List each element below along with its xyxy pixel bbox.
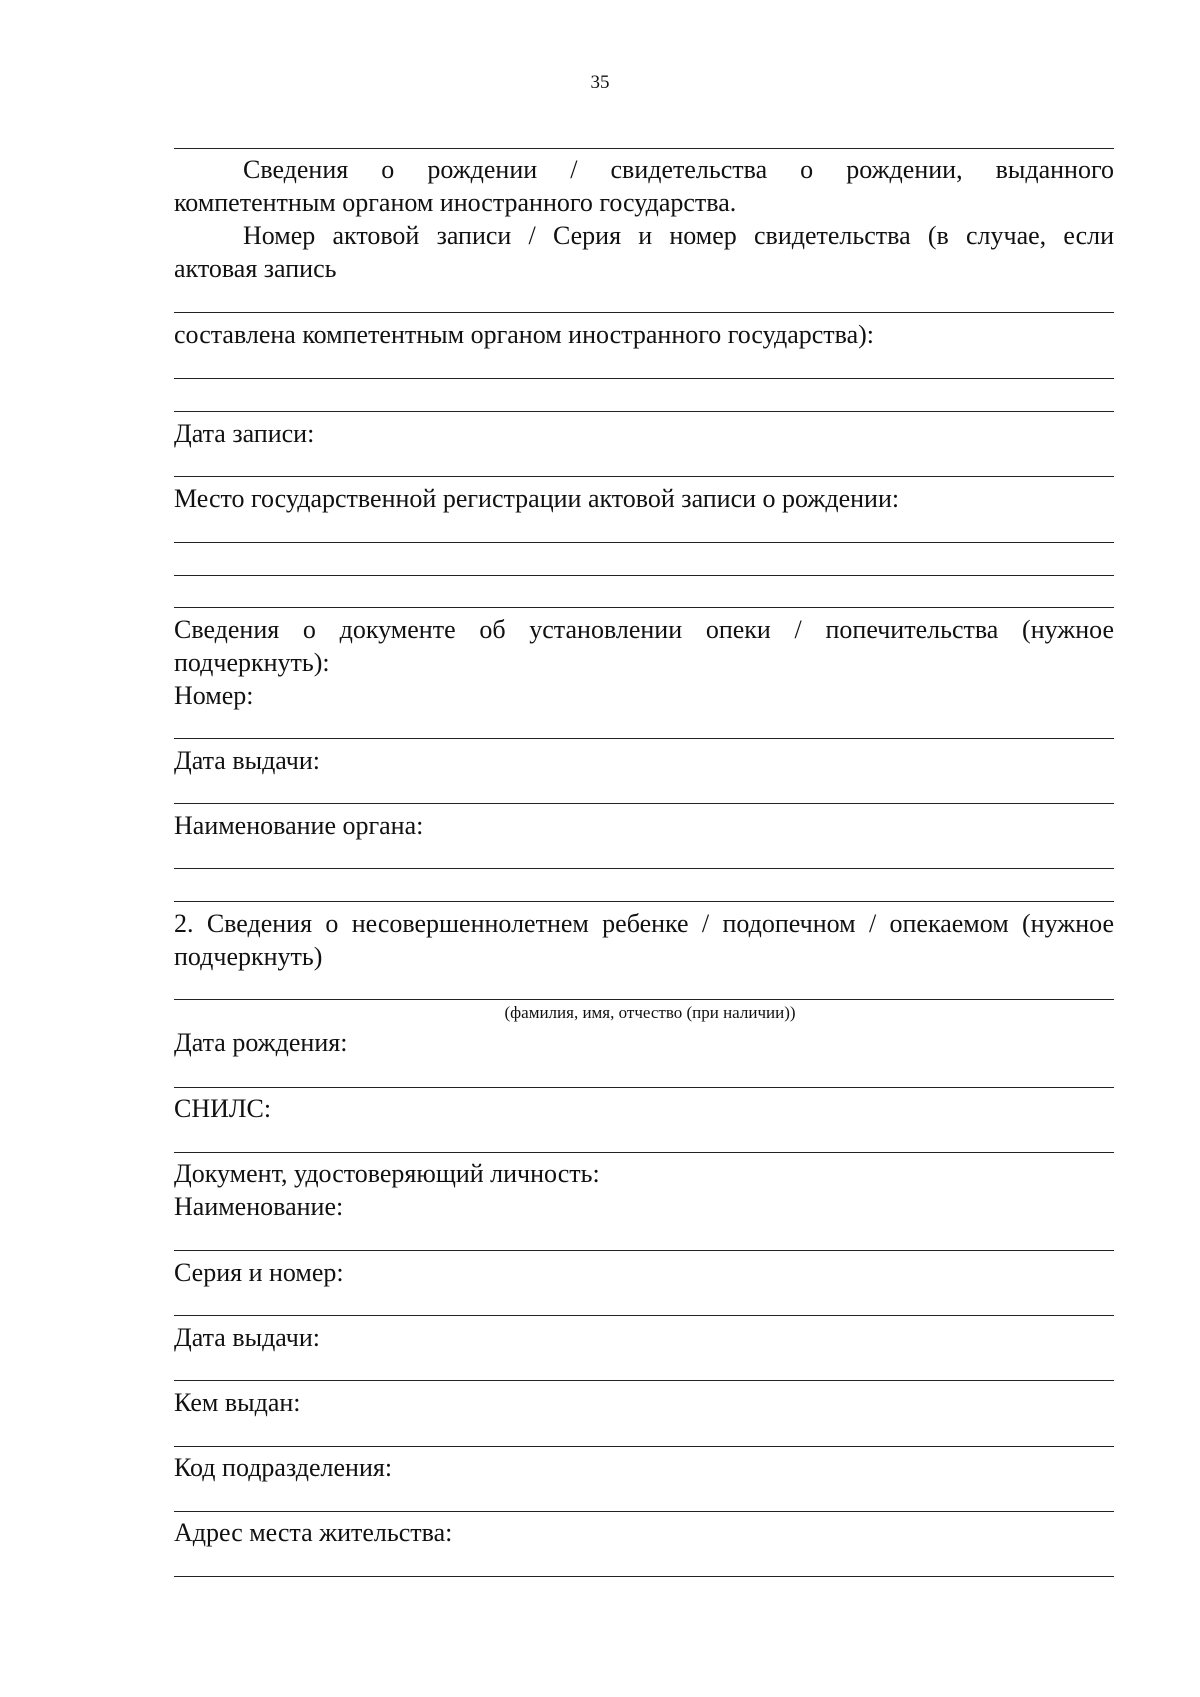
fill-line[interactable] xyxy=(174,1087,1114,1088)
child-section-heading-cont: подчеркнуть) xyxy=(174,942,323,971)
fill-line[interactable] xyxy=(174,868,1114,869)
guardianship-authority-label: Наименование органа: xyxy=(174,811,424,840)
fill-line[interactable] xyxy=(174,542,1114,543)
fill-line[interactable] xyxy=(174,901,1114,902)
full-name-caption: (фамилия, имя, отчество (при наличии)) xyxy=(504,1003,796,1022)
guardianship-heading-cont: подчеркнуть): xyxy=(174,648,330,677)
fill-line[interactable] xyxy=(174,1315,1114,1316)
fill-line[interactable] xyxy=(174,411,1114,412)
fill-line[interactable] xyxy=(174,1511,1114,1512)
series-number-label: Серия и номер: xyxy=(174,1258,344,1287)
division-code-label: Код подразделения: xyxy=(174,1453,393,1482)
guardianship-issue-date-label: Дата выдачи: xyxy=(174,746,321,775)
id-document-name-label: Наименование: xyxy=(174,1192,344,1221)
snils-label: СНИЛС: xyxy=(174,1094,272,1123)
fill-line[interactable] xyxy=(174,148,1114,149)
address-label: Адрес места жительства: xyxy=(174,1518,453,1547)
fill-line[interactable] xyxy=(174,803,1114,804)
record-number-label: Номер актовой записи / Серия и номер свидетельства (в случае, если xyxy=(243,221,1114,250)
record-number-label-end: составлена компетентным органом иностранного государства): xyxy=(174,320,874,349)
fill-line[interactable] xyxy=(174,1380,1114,1381)
registration-place-label: Место государственной регистрации актовой записи о рождении: xyxy=(174,484,900,513)
record-date-label: Дата записи: xyxy=(174,419,315,448)
child-section-heading: 2. Сведения о несовершеннолетнем ребенке / подопечном / опекаемом (нужное xyxy=(174,909,1114,938)
fill-line[interactable] xyxy=(174,476,1114,477)
fill-line[interactable] xyxy=(174,607,1114,608)
fill-line[interactable] xyxy=(174,1576,1114,1577)
issued-by-label: Кем выдан: xyxy=(174,1388,301,1417)
fill-line[interactable] xyxy=(174,1152,1114,1153)
guardianship-heading: Сведения о документе об установлении опеки / попечительства (нужное xyxy=(174,615,1114,644)
id-issue-date-label: Дата выдачи: xyxy=(174,1323,321,1352)
id-document-label: Документ, удостоверяющий личность: xyxy=(174,1159,600,1188)
fill-line[interactable] xyxy=(174,575,1114,576)
fill-line[interactable] xyxy=(174,1250,1114,1251)
page-number: 35 xyxy=(590,72,610,93)
birth-info-heading: Сведения о рождении / свидетельства о рождении, выданного xyxy=(243,155,1114,184)
guardianship-number-label: Номер: xyxy=(174,681,254,710)
fill-line[interactable] xyxy=(174,1446,1114,1447)
record-number-label-cont: актовая запись xyxy=(174,254,337,283)
birth-info-heading-cont: компетентным органом иностранного государства. xyxy=(174,188,737,217)
fill-line[interactable] xyxy=(174,312,1114,313)
child-birth-date-label: Дата рождения: xyxy=(174,1028,348,1057)
fill-line[interactable] xyxy=(174,378,1114,379)
fill-line[interactable] xyxy=(174,999,1114,1000)
fill-line[interactable] xyxy=(174,738,1114,739)
